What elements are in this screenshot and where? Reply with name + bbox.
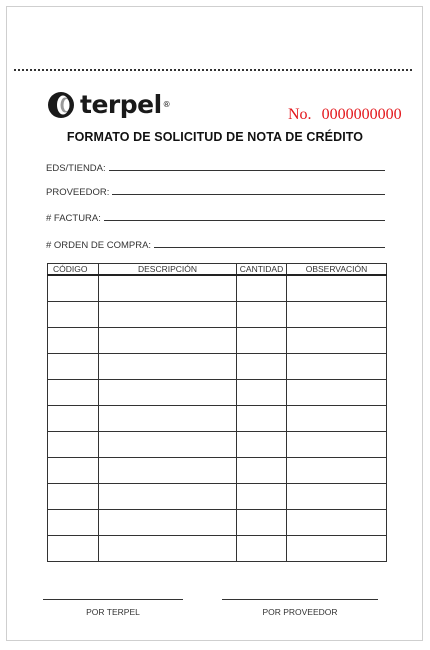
table-cell-descripcion[interactable] xyxy=(99,484,237,510)
field-orden-compra[interactable] xyxy=(46,237,385,251)
table-cell-descripcion[interactable] xyxy=(99,302,237,328)
field-label: EDS/TIENDA: xyxy=(46,163,106,174)
table-header-row xyxy=(48,264,387,276)
table-cell-cantidad[interactable] xyxy=(237,302,287,328)
table-cell-cantidad[interactable] xyxy=(237,510,287,536)
table-row xyxy=(48,406,387,432)
table-row xyxy=(48,275,387,302)
table-cell-cantidad[interactable] xyxy=(237,458,287,484)
table-row xyxy=(48,432,387,458)
table-row xyxy=(48,536,387,562)
table-cell-cantidad[interactable] xyxy=(237,536,287,562)
document-number-prefix: No. xyxy=(288,106,312,123)
field-input-line[interactable] xyxy=(112,193,385,195)
field-proveedor[interactable] xyxy=(46,184,385,198)
table-cell-observacion[interactable] xyxy=(287,484,387,510)
signature-proveedor xyxy=(222,599,378,617)
field-eds-tienda[interactable] xyxy=(46,160,385,174)
table-cell-cantidad[interactable] xyxy=(237,275,287,302)
field-input-line[interactable] xyxy=(104,219,385,221)
table-cell-codigo[interactable] xyxy=(48,406,99,432)
field-label: # FACTURA: xyxy=(46,213,101,224)
items-table xyxy=(47,263,387,562)
table-cell-codigo[interactable] xyxy=(48,302,99,328)
table-row xyxy=(48,354,387,380)
table-cell-codigo[interactable] xyxy=(48,328,99,354)
field-label: # ORDEN DE COMPRA: xyxy=(46,240,152,251)
column-header-codigo: CÓDIGO xyxy=(48,264,99,276)
table-cell-observacion[interactable] xyxy=(287,328,387,354)
field-factura[interactable] xyxy=(46,210,385,224)
table-cell-cantidad[interactable] xyxy=(237,328,287,354)
table-cell-cantidad[interactable] xyxy=(237,380,287,406)
column-header-descripcion: DESCRIPCIÓN xyxy=(99,264,237,276)
table-cell-descripcion[interactable] xyxy=(99,458,237,484)
document-number xyxy=(288,106,402,124)
table-row xyxy=(48,380,387,406)
table-cell-descripcion[interactable] xyxy=(99,510,237,536)
form-title: FORMATO DE SOLICITUD DE NOTA DE CRÉDITO xyxy=(66,130,364,144)
items-table-body xyxy=(48,275,387,562)
table-cell-observacion[interactable] xyxy=(287,354,387,380)
table-cell-codigo[interactable] xyxy=(48,380,99,406)
table-row xyxy=(48,302,387,328)
table-cell-codigo[interactable] xyxy=(48,275,99,302)
table-cell-cantidad[interactable] xyxy=(237,354,287,380)
field-input-line[interactable] xyxy=(154,246,385,248)
table-cell-descripcion[interactable] xyxy=(99,432,237,458)
table-row xyxy=(48,328,387,354)
table-cell-codigo[interactable] xyxy=(48,536,99,562)
table-row xyxy=(48,458,387,484)
table-cell-observacion[interactable] xyxy=(287,406,387,432)
field-label: PROVEEDOR: xyxy=(46,187,110,198)
document-number-value: 0000000000 xyxy=(321,106,402,123)
table-cell-descripcion[interactable] xyxy=(99,536,237,562)
table-cell-cantidad[interactable] xyxy=(237,484,287,510)
table-cell-descripcion[interactable] xyxy=(99,380,237,406)
table-cell-descripcion[interactable] xyxy=(99,354,237,380)
table-cell-codigo[interactable] xyxy=(48,354,99,380)
table-cell-observacion[interactable] xyxy=(287,302,387,328)
table-cell-cantidad[interactable] xyxy=(237,406,287,432)
field-input-line[interactable] xyxy=(109,169,385,171)
table-cell-observacion[interactable] xyxy=(287,380,387,406)
terpel-logo-icon xyxy=(47,91,75,119)
table-cell-observacion[interactable] xyxy=(287,432,387,458)
signature-label: POR PROVEEDOR xyxy=(262,607,338,617)
perforation-line xyxy=(14,69,412,71)
brand-name: terpel® xyxy=(80,90,171,119)
table-cell-observacion[interactable] xyxy=(287,275,387,302)
column-header-observacion: OBSERVACIÓN xyxy=(287,264,387,276)
table-cell-observacion[interactable] xyxy=(287,458,387,484)
table-cell-codigo[interactable] xyxy=(48,458,99,484)
signature-terpel xyxy=(43,599,183,617)
table-cell-codigo[interactable] xyxy=(48,510,99,536)
terpel-logo xyxy=(47,90,170,120)
signature-label: POR TERPEL xyxy=(86,607,140,617)
table-row xyxy=(48,510,387,536)
table-cell-cantidad[interactable] xyxy=(237,432,287,458)
table-cell-descripcion[interactable] xyxy=(99,275,237,302)
table-cell-descripcion[interactable] xyxy=(99,328,237,354)
table-cell-observacion[interactable] xyxy=(287,510,387,536)
table-cell-observacion[interactable] xyxy=(287,536,387,562)
table-cell-codigo[interactable] xyxy=(48,484,99,510)
table-cell-codigo[interactable] xyxy=(48,432,99,458)
table-row xyxy=(48,484,387,510)
table-cell-descripcion[interactable] xyxy=(99,406,237,432)
column-header-cantidad: CANTIDAD xyxy=(237,264,287,276)
